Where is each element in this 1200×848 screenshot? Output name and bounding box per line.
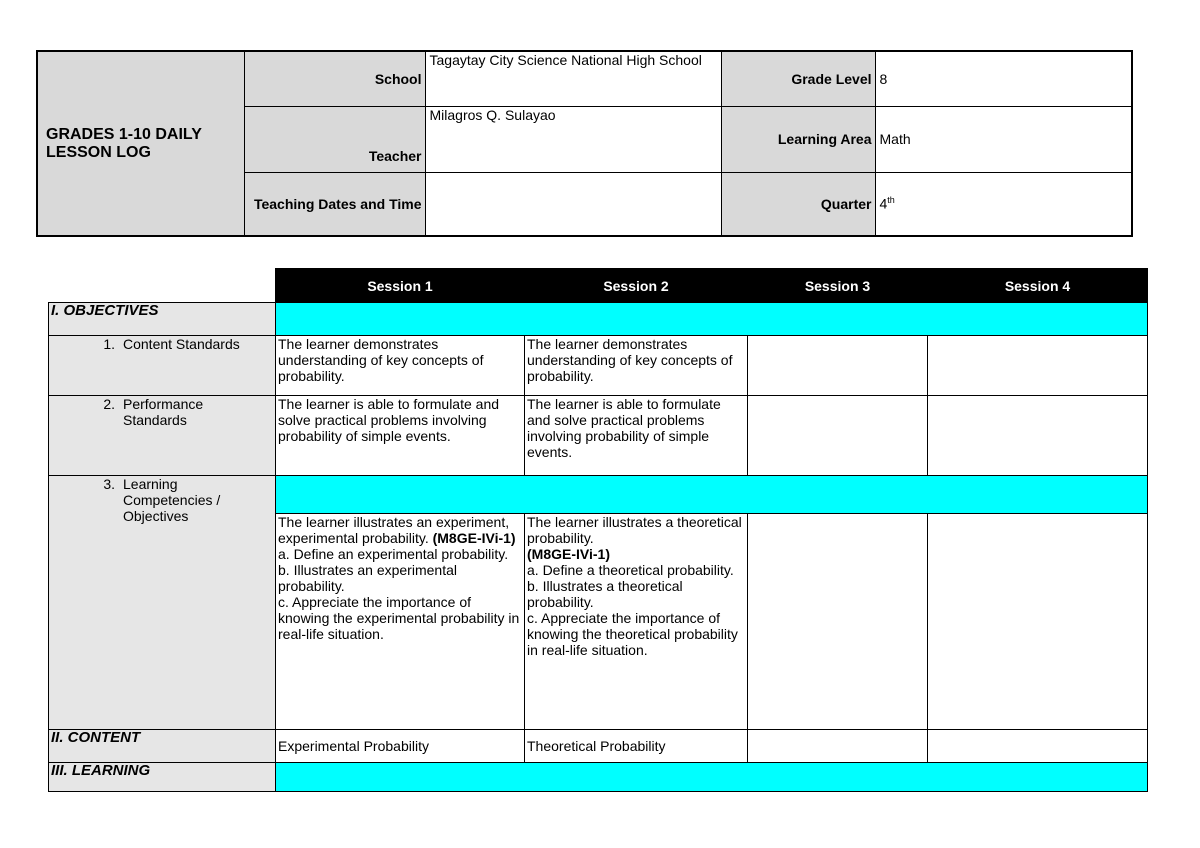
content-s1: Experimental Probability xyxy=(276,730,525,763)
content-s2: Theoretical Probability xyxy=(525,730,748,763)
content-heading: II. CONTENT xyxy=(49,730,276,763)
competencies-s2-intro: The learner illustrates a theoretical probability. xyxy=(527,514,742,546)
header-table xyxy=(36,50,1133,237)
content-standards-s2: The learner demonstrates understanding of key concepts of probability. xyxy=(525,336,748,396)
session-header-3: Session 3 xyxy=(748,269,928,303)
content-standards-s1: The learner demonstrates understanding of key concepts of probability. xyxy=(276,336,525,396)
session-header-4: Session 4 xyxy=(928,269,1148,303)
competencies-label xyxy=(49,476,276,730)
performance-standards-s2: The learner is able to formulate and solve practical problems involving probability of simple events. xyxy=(525,396,748,476)
teaching-dates-value xyxy=(425,172,721,236)
learning-area-value: Math xyxy=(875,106,1132,172)
lesson-log-table xyxy=(48,268,1148,792)
performance-standards-s4 xyxy=(928,396,1148,476)
competencies-s2 xyxy=(525,514,748,730)
school-value: Tagaytay City Science National High School xyxy=(425,51,721,106)
teaching-dates-label: Teaching Dates and Time xyxy=(244,172,425,236)
performance-standards-text: Performance Standards xyxy=(123,396,204,428)
content-standards-text: Content Standards xyxy=(123,336,240,352)
competencies-s2-code: (M8GE-IVi-1) xyxy=(527,546,610,562)
performance-standards-number: 2. xyxy=(103,396,115,412)
objectives-heading: I. OBJECTIVES xyxy=(49,303,276,336)
quarter-suffix: th xyxy=(887,195,895,206)
content-standards-s3 xyxy=(748,336,928,396)
competencies-band xyxy=(276,476,1148,514)
competencies-s2-c: c. Appreciate the importance of knowing the theoretical probability in real-life situation. xyxy=(527,610,738,658)
learning-band xyxy=(276,763,1148,792)
learning-area-label: Learning Area xyxy=(721,106,875,172)
competencies-s2-a: a. Define a theoretical probability. xyxy=(527,562,734,578)
document-title: GRADES 1-10 DAILY LESSON LOG xyxy=(37,51,244,236)
grade-level-value: 8 xyxy=(875,51,1132,106)
performance-standards-label xyxy=(49,396,276,476)
quarter-number: 4 xyxy=(879,196,888,213)
learning-heading: III. LEARNING xyxy=(49,763,276,792)
competencies-number: 3. xyxy=(103,476,115,492)
performance-standards-s3 xyxy=(748,396,928,476)
quarter-value xyxy=(875,172,1132,236)
session-header-1: Session 1 xyxy=(276,269,525,303)
competencies-s1-intro: The learner illustrates an experiment, experimental probability. xyxy=(278,514,510,546)
competencies-s1-b: b. Illustrates an experimental probability. xyxy=(278,562,457,594)
competencies-s1-c: c. Appreciate the importance of knowing the experimental probability in real-life situation. xyxy=(278,594,520,642)
school-label: School xyxy=(244,51,425,106)
teacher-label: Teacher xyxy=(244,106,425,172)
teacher-value: Milagros Q. Sulayao xyxy=(425,106,721,172)
competencies-s3 xyxy=(748,514,928,730)
content-standards-label xyxy=(49,336,276,396)
content-standards-number: 1. xyxy=(103,336,115,352)
content-s3 xyxy=(748,730,928,763)
competencies-s1-code: (M8GE-IVi-1) xyxy=(432,530,516,546)
content-s4 xyxy=(928,730,1148,763)
corner-blank xyxy=(49,269,276,303)
objectives-band xyxy=(276,303,1148,336)
grade-level-label: Grade Level xyxy=(721,51,875,106)
competencies-s1 xyxy=(276,514,525,730)
competencies-s2-b: b. Illustrates a theoretical probability. xyxy=(527,578,683,610)
competencies-s4 xyxy=(928,514,1148,730)
competencies-text: Learning Competencies / Objectives xyxy=(123,476,221,524)
content-standards-s4 xyxy=(928,336,1148,396)
session-header-2: Session 2 xyxy=(525,269,748,303)
performance-standards-s1: The learner is able to formulate and solve practical problems involving probability of simple events. xyxy=(276,396,525,476)
competencies-s1-a: a. Define an experimental probability. xyxy=(278,546,509,562)
quarter-label: Quarter xyxy=(721,172,875,236)
